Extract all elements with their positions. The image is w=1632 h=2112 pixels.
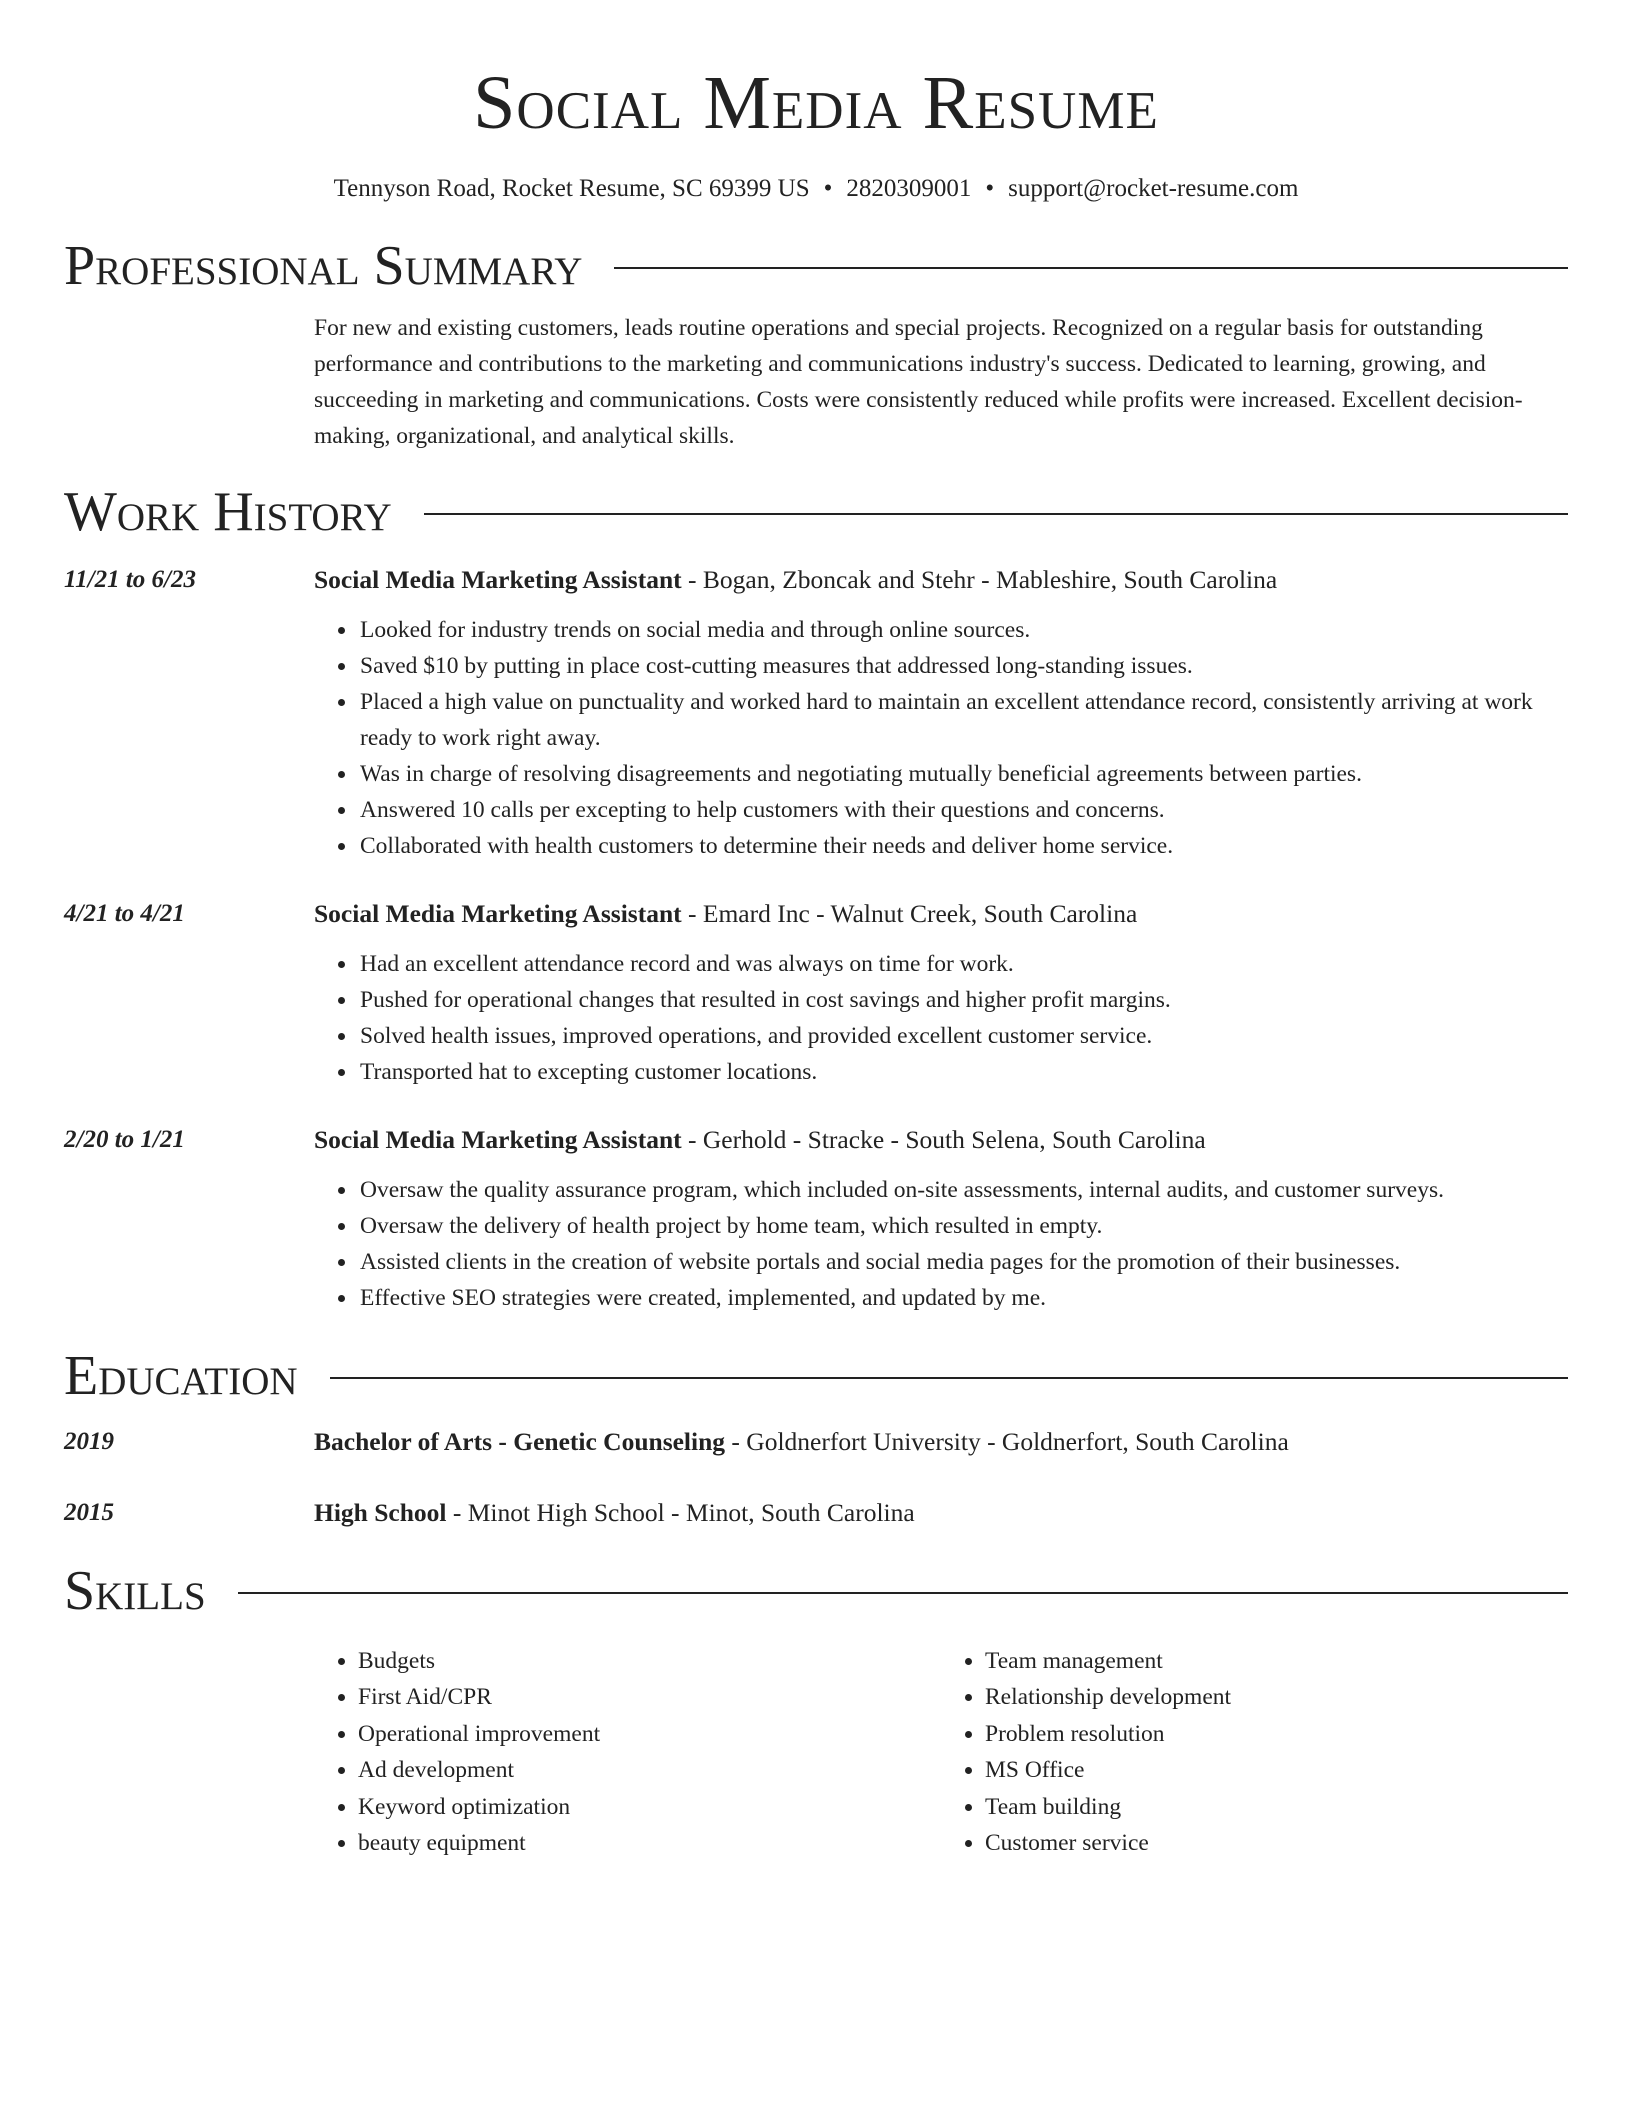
job-employer: - Bogan, Zboncak and Stehr - Mableshire, South Carolina bbox=[681, 565, 1278, 594]
education-degree: Bachelor of Arts - Genetic Counseling bbox=[314, 1427, 726, 1456]
skill-item: • Problem resolution bbox=[985, 1716, 1568, 1752]
skill-item: • Ad development bbox=[358, 1752, 941, 1788]
skills-list bbox=[314, 1643, 1568, 1861]
section-divider bbox=[330, 1377, 1568, 1379]
section-divider bbox=[614, 267, 1568, 269]
job-bullet: • Oversaw the quality assurance program, which included on-site assessments, internal audits, and customer surveys. bbox=[358, 1172, 1568, 1208]
skill-item: • Relationship development bbox=[985, 1679, 1568, 1715]
resume-title: Social Media Resume bbox=[473, 61, 1159, 145]
skill-item: • Team management bbox=[985, 1643, 1568, 1679]
education-year: 2015 bbox=[64, 1499, 114, 1526]
job-employer: - Emard Inc - Walnut Creek, South Carolina bbox=[681, 899, 1138, 928]
education-line bbox=[314, 1495, 1568, 1531]
education-heading: Education bbox=[64, 1345, 298, 1407]
skill-item: • Team building bbox=[985, 1789, 1568, 1825]
job-body bbox=[314, 896, 1568, 1090]
job-entry bbox=[64, 562, 1568, 864]
summary-heading: Professional Summary bbox=[64, 235, 583, 297]
skills-heading: Skills bbox=[64, 1560, 206, 1622]
job-bullet: • Answered 10 calls per excepting to help customers with their questions and concerns. bbox=[358, 792, 1568, 828]
education-body bbox=[314, 1495, 1568, 1531]
job-title: Social Media Marketing Assistant bbox=[314, 1125, 682, 1154]
work-section-header bbox=[64, 480, 1568, 544]
education-entry bbox=[64, 1495, 1568, 1531]
skills-section-header bbox=[64, 1559, 1568, 1623]
job-employer: - Gerhold - Stracke - South Selena, South Carolina bbox=[681, 1125, 1206, 1154]
skill-item: • First Aid/CPR bbox=[358, 1679, 941, 1715]
job-body bbox=[314, 562, 1568, 864]
job-bullet: • Collaborated with health customers to determine their needs and deliver home service. bbox=[358, 828, 1568, 864]
job-title-line bbox=[314, 896, 1568, 932]
job-bullet: • Effective SEO strategies were created, implemented, and updated by me. bbox=[358, 1280, 1568, 1316]
job-title: Social Media Marketing Assistant bbox=[314, 565, 682, 594]
contact-line bbox=[64, 174, 1568, 204]
job-bullets bbox=[314, 612, 1568, 864]
job-bullets bbox=[314, 946, 1568, 1090]
education-school: - Minot High School - Minot, South Carolina bbox=[446, 1498, 915, 1527]
job-bullet: • Placed a high value on punctuality and worked hard to maintain an excellent attendance record, consistently arriving at work ready to work right away. bbox=[358, 684, 1568, 756]
education-body bbox=[314, 1424, 1568, 1460]
education-line bbox=[314, 1424, 1568, 1460]
job-title-line bbox=[314, 1122, 1568, 1158]
skill-item: • Operational improvement bbox=[358, 1716, 941, 1752]
work-heading: Work History bbox=[64, 481, 392, 543]
contact-separator: • bbox=[985, 175, 995, 202]
job-bullet: • Oversaw the delivery of health project by home team, which resulted in empty. bbox=[358, 1208, 1568, 1244]
skill-item: • Keyword optimization bbox=[358, 1789, 941, 1825]
job-dates: 2/20 to 1/21 bbox=[64, 1126, 185, 1153]
skill-item: • beauty equipment bbox=[358, 1825, 941, 1861]
job-bullets bbox=[314, 1172, 1568, 1316]
job-bullet: • Solved health issues, improved operations, and provided excellent customer service. bbox=[358, 1018, 1568, 1054]
section-divider bbox=[424, 513, 1568, 515]
job-bullet: • Pushed for operational changes that resulted in cost savings and higher profit margins. bbox=[358, 982, 1568, 1018]
skills-column-left bbox=[314, 1643, 941, 1861]
job-title: Social Media Marketing Assistant bbox=[314, 899, 682, 928]
job-title-line bbox=[314, 562, 1568, 598]
job-body bbox=[314, 1122, 1568, 1316]
skill-item: • Customer service bbox=[985, 1825, 1568, 1861]
job-entry bbox=[64, 1122, 1568, 1316]
job-bullet: • Assisted clients in the creation of website portals and social media pages for the promotion of their businesses. bbox=[358, 1244, 1568, 1280]
skill-item: • MS Office bbox=[985, 1752, 1568, 1788]
skill-item: • Budgets bbox=[358, 1643, 941, 1679]
job-dates: 11/21 to 6/23 bbox=[64, 566, 196, 593]
summary-text: For new and existing customers, leads routine operations and special projects. Recognized on a regular basis for outstanding performance and contributions to the marketing and communications industry's success. Dedicated to learning, growing, and succeeding in marketing and communications. Costs were consistently reduced while profits were increased. Excellent decision-making, organizational, and analytical skills. bbox=[314, 315, 1523, 449]
job-bullet: • Saved $10 by putting in place cost-cutting measures that addressed long-standing issues. bbox=[358, 648, 1568, 684]
education-degree: High School bbox=[314, 1498, 447, 1527]
education-school: - Goldnerfort University - Goldnerfort, South Carolina bbox=[725, 1427, 1289, 1456]
contact-phone: 2820309001 bbox=[846, 175, 972, 202]
skills-column-right bbox=[941, 1643, 1568, 1861]
job-bullet: • Had an excellent attendance record and was always on time for work. bbox=[358, 946, 1568, 982]
job-dates: 4/21 to 4/21 bbox=[64, 900, 185, 927]
job-entry bbox=[64, 896, 1568, 1090]
contact-separator: • bbox=[823, 175, 833, 202]
contact-email: support@rocket-resume.com bbox=[1008, 175, 1299, 202]
summary-section-header bbox=[64, 234, 1568, 298]
education-year: 2019 bbox=[64, 1428, 114, 1455]
job-bullet: • Looked for industry trends on social media and through online sources. bbox=[358, 612, 1568, 648]
education-entry bbox=[64, 1424, 1568, 1460]
contact-address: Tennyson Road, Rocket Resume, SC 69399 US bbox=[333, 175, 810, 202]
section-divider bbox=[238, 1592, 1568, 1594]
job-bullet: • Was in charge of resolving disagreements and negotiating mutually beneficial agreements between parties. bbox=[358, 756, 1568, 792]
education-section-header bbox=[64, 1344, 1568, 1408]
job-bullet: • Transported hat to excepting customer locations. bbox=[358, 1054, 1568, 1090]
